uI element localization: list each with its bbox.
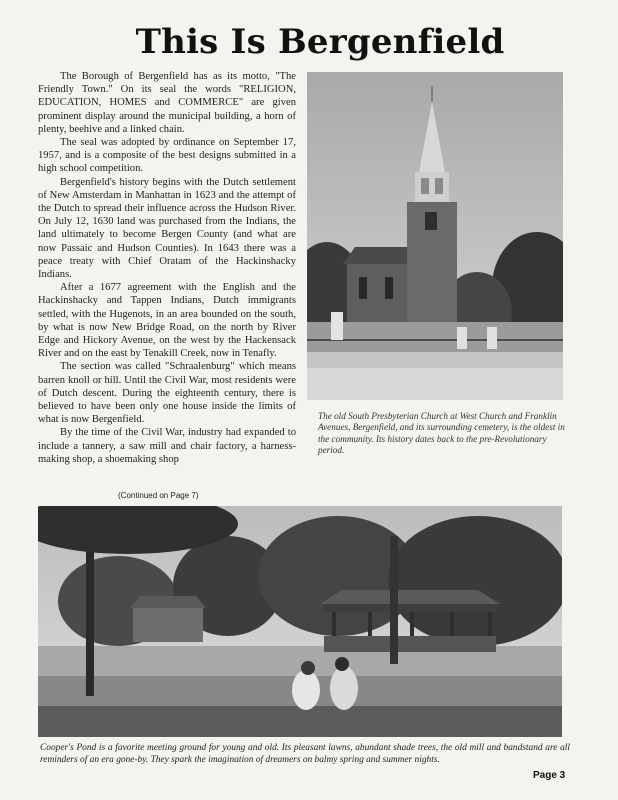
paragraph-seal: The seal was adopted by ordinance on September 17, 1957, and is a composite of the best designs submitted in a high school competition. (38, 137, 296, 175)
paragraph-history: Bergenfield's history begins with the Dutch settlement of New Amsterdam in Manhattan in 1623 and the attempt of the Dutch to spread their influence across the Hudson River. On July 12, 1630 land was purchased from the Indians, the land ultimately to become Bergen County (and what are now Passaic and Hudson Counties). In 1643 there was a peace treaty with Chief Oratam of the Hackinshacky Indians. (38, 176, 296, 281)
page-title: This Is Bergenfield (135, 22, 505, 62)
paragraph-schraalenburg: The section was called "Schraalenburg" which means barren knoll or hill. Until the Civil War, most residents were of Dutch descent. During the eighteenth century, there is believed to have been only one house inside the limits of what is now Bergenfield. (38, 361, 296, 426)
pond-caption: Cooper's Pond is a favorite meeting ground for young and old. Its pleasant lawns, abundant shade trees, the old mill and bandstand are all reminders of an era gone-by. They spark the imagination of dreamers on balmy spring and summer nights. (40, 743, 570, 765)
paragraph-motto: The Borough of Bergenfield has as its motto, "The Friendly Town." On its seal the words "RELIGION, EDUCATION, HOMES and COMMERCE" are given prominent display around the municipal building, a horn of plenty, beehive and a linked chain. (38, 71, 296, 135)
continued-note: (Continued on Page 7) (118, 491, 199, 500)
church-caption: The old South Presbyterian Church at West Church and Franklin Avenues, Bergenfield, and its surrounding cemetery, is the oldest in the community. Its history dates back to the pre-Revolutionary period. (318, 411, 565, 456)
page-number: Page 3 (533, 770, 566, 781)
pond-photo (38, 506, 562, 737)
article-body (38, 70, 296, 466)
paragraph-civil-war: By the time of the Civil War, industry had expanded to include a tannery, a saw mill and chair factory, a harness-making shop, a shoemaking shop (38, 427, 296, 465)
paragraph-settlement: After a 1677 agreement with the English and the Hackinshacky and Tappen Indians, Dutch immigrants settled, with the Hugenots, in an area bounded on the south, by what is now New Bridge Road, on the north by River Edge and Hickory Avenue, on the west by the Hackensack River and on the east by Tenakill Creek, now in Tenafly. (38, 282, 296, 360)
church-photo (307, 72, 563, 400)
